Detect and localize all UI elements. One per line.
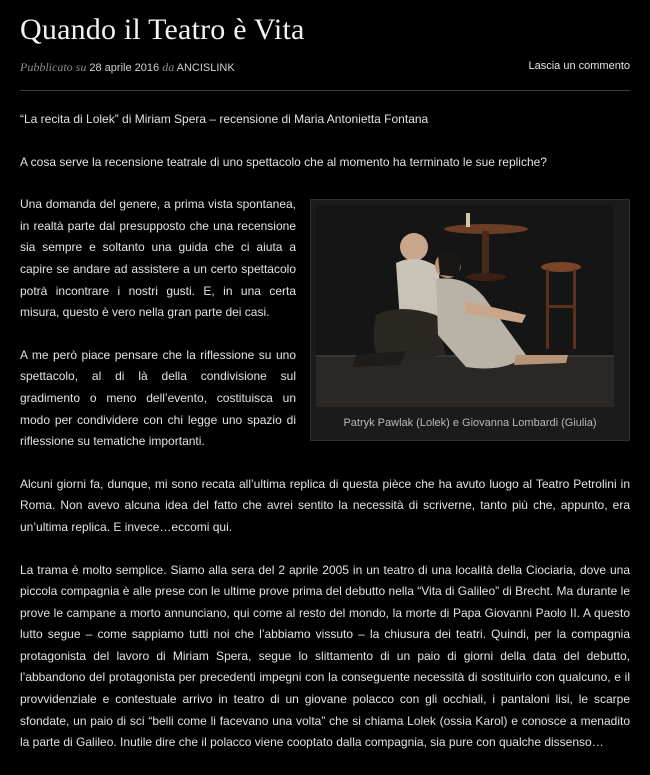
article-paragraph: Alcuni giorni fa, dunque, mi sono recata all’ultima replica di questa pièce che ha avuto luogo al Teatro Petrolini in Roma. Non avevo alcuna idea del fatto che avrei sentito la necessità di scriverne, tanto più che, appunto, era un’ultima replica. E invece…eccomi qui.	[20, 476, 630, 534]
author-prefix: da	[162, 60, 175, 74]
article-paragraph: La trama è molto semplice. Siamo alla sera del 2 aprile 2005 in un teatro di una località della Ciociaria, dove una piccola compagnia è alle prese con le ultime prove prima del debutto nella “Vita di Galileo” di Brecht. Ma durante le prove le campane a morto annunciano, qui come al resto del mondo, la morte di Papa Giovanni Paolo II. A questo lutto segue – come sappiamo tutti noi che l’abbiamo vissuto – la chiusura dei teatri. Quindi, per la compagnia protagonista del lavoro di Miriam Spera, segue lo slittamento di un paio di giorni della data del debutto, l’abbandono del protagonista per precedenti impegni con la conseguente necessità di sostituirlo con qualcuno, e il provvidenziale e contestuale arrivo in teatro di un giovane polacco con gli occhiali, i pantaloni lisi, le scarpe sfondate, un paio di sci “belli come li facevano una volta” che si chiama Lolek (ossia Karol) e conosce a menadito la parte di Galileo. Inutile dire che il polacco viene cooptato dalla compagnia, sia pure con qualche dissenso…	[20, 562, 630, 750]
article-body	[20, 109, 630, 775]
post-date-link[interactable]: 28 aprile 2016	[89, 62, 160, 74]
post-author-link[interactable]: ANCISLINK	[176, 62, 235, 74]
leave-comment-link[interactable]: Lascia un commento	[528, 60, 630, 72]
article-paragraph: A me però piace pensare che la riflessione su uno spettacolo, al di là della condivisione sul gradimento o meno dell’evento, costituisca un modo per condividere con chi legge uno spazio di riflessione su tematiche importanti.	[20, 347, 296, 449]
post-meta	[20, 60, 630, 75]
article-subtitle: “La recita di Lolek” di Miriam Spera – recensione di Maria Antonietta Fontana	[20, 112, 429, 126]
post-title: Quando il Teatro è Vita	[20, 13, 305, 46]
article-paragraph: A cosa serve la recensione teatrale di uno spettacolo che al momento ha terminato le sue repliche?	[20, 154, 547, 169]
stage-photo[interactable]	[316, 205, 614, 407]
header-divider	[20, 90, 630, 91]
figure-caption: Patryk Pawlak (Lolek) e Giovanna Lombardi (Giulia)	[343, 417, 597, 430]
article-figure	[310, 199, 630, 441]
published-prefix: Pubblicato su	[20, 60, 87, 74]
article-paragraph: Una domanda del genere, a prima vista spontanea, in realtà parte dal presupposto che una recensione sia sempre e soltanto una guida che ci aiuta a capire se andare ad assistere a un certo spettacolo potrà incontrare i nostri gusti. E, in una certa misura, questo è vero nella gran parte dei casi.	[20, 197, 296, 320]
